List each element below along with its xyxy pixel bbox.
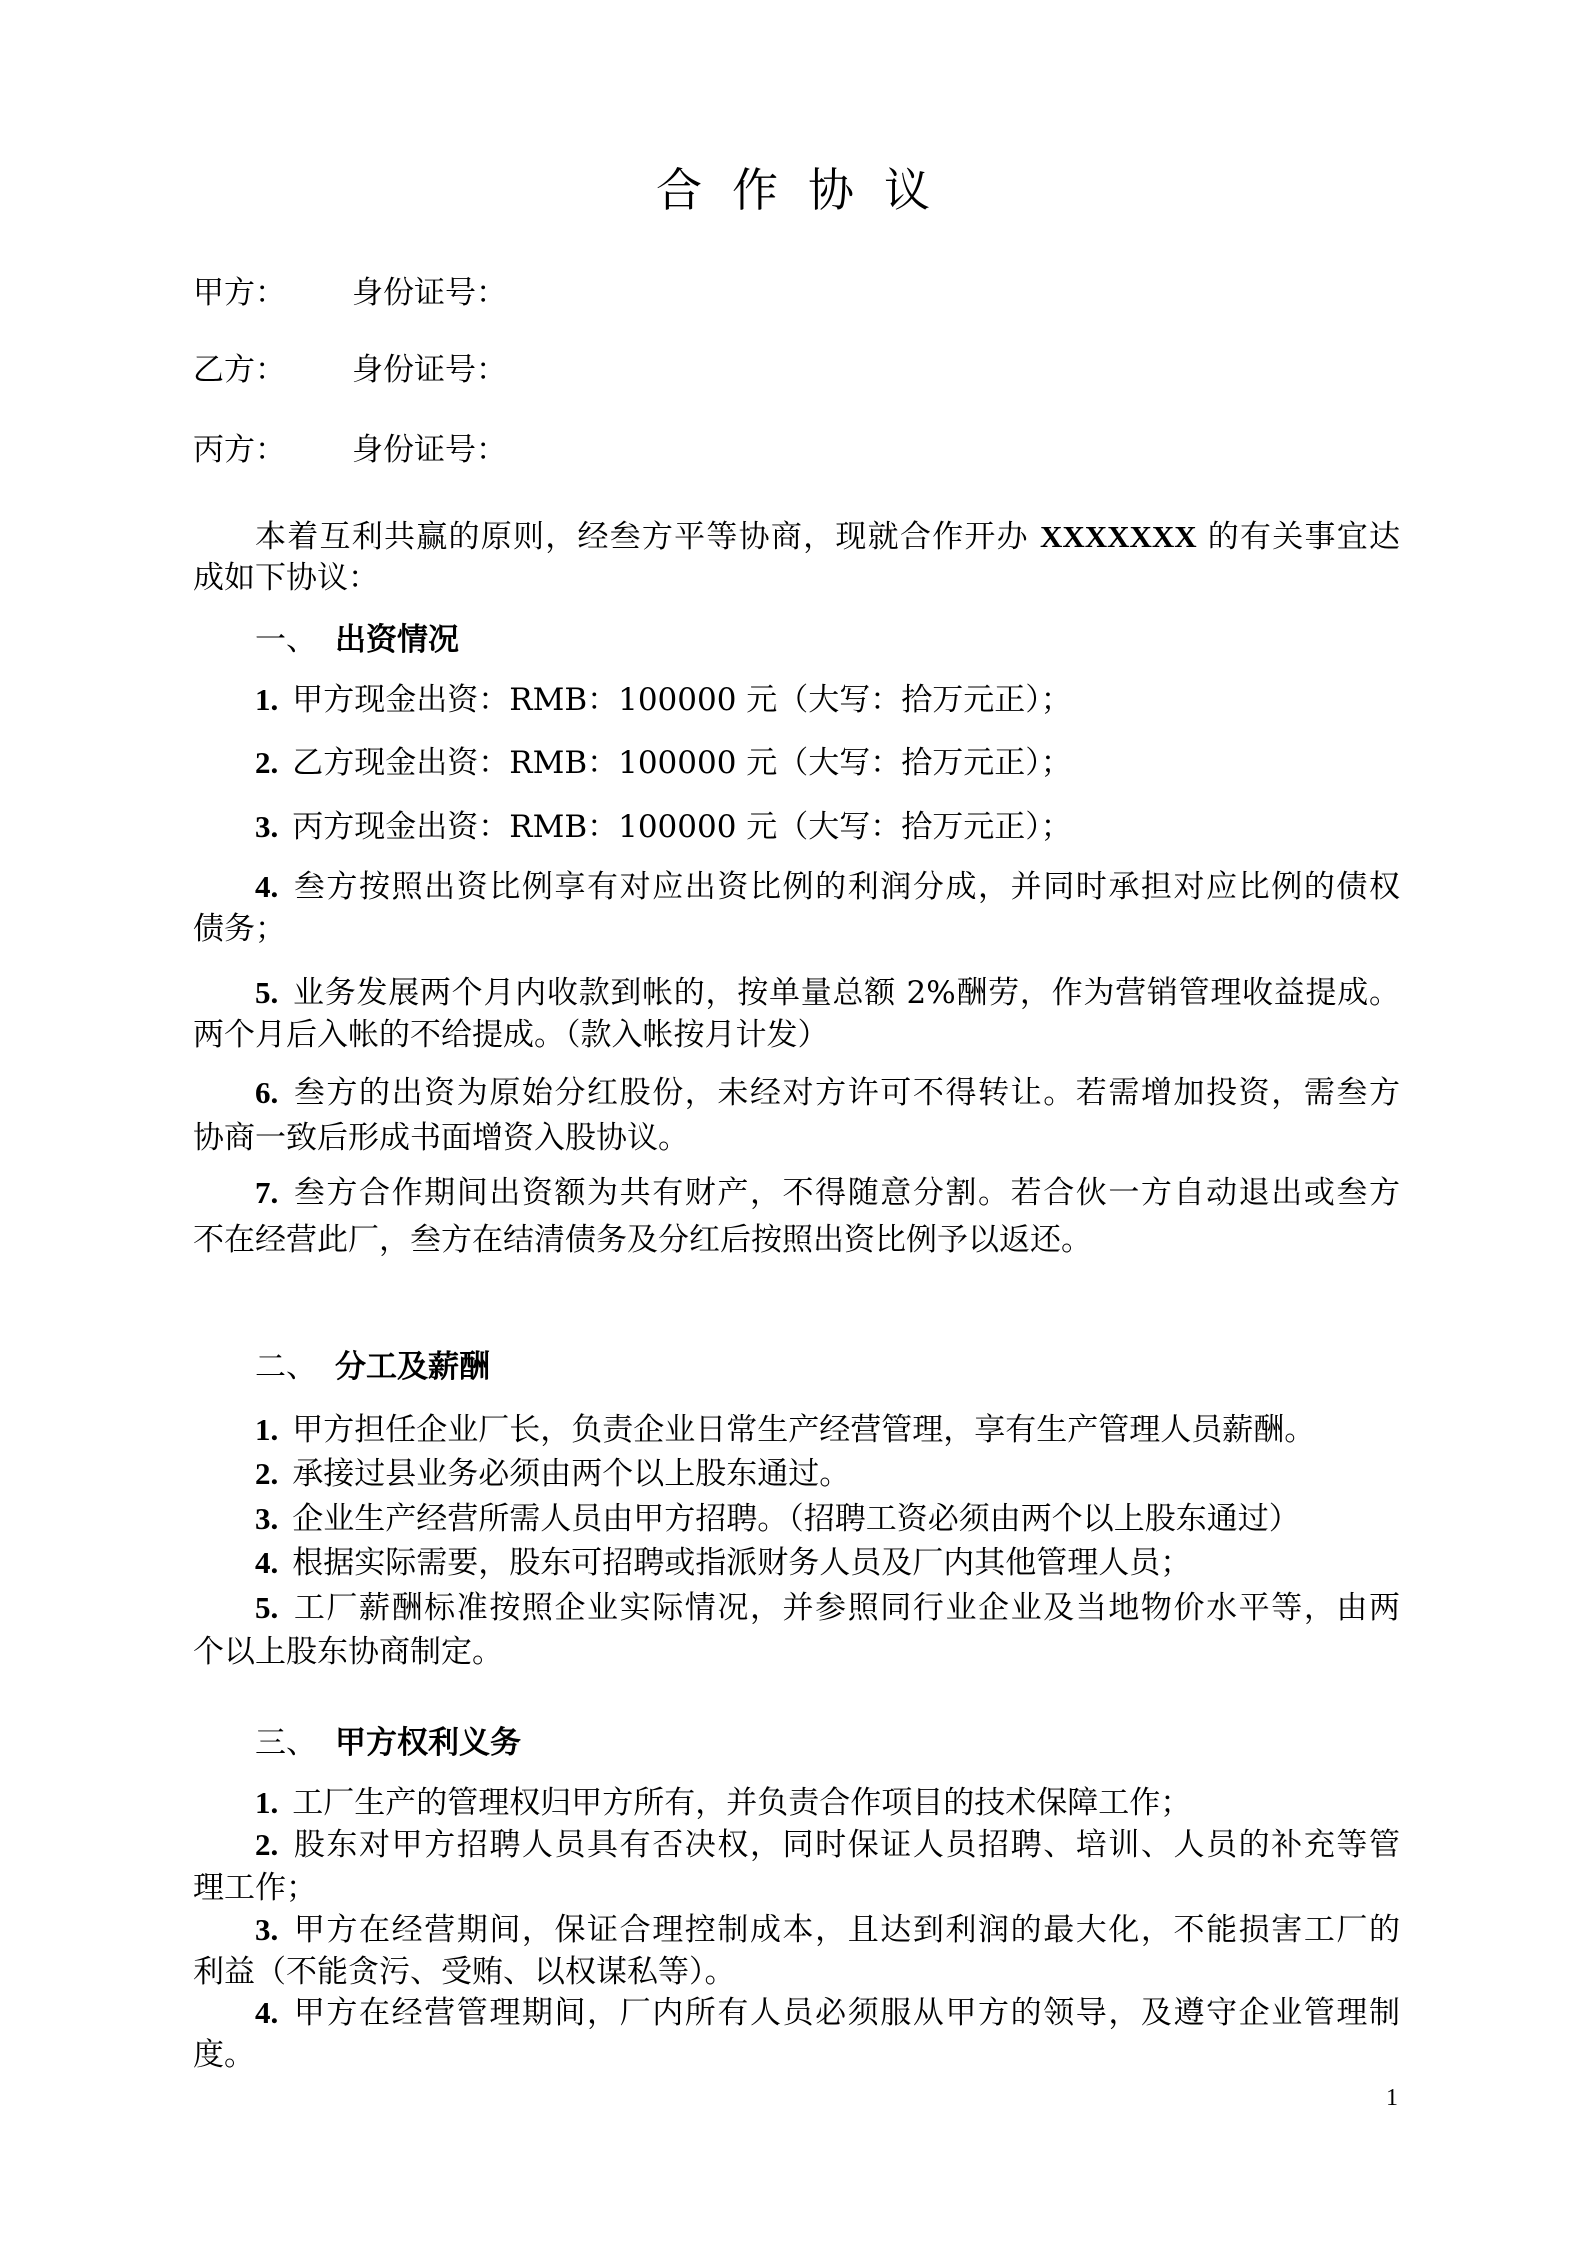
section-number: 三、 bbox=[255, 1725, 317, 1761]
party-c-id-label: 身份证号： bbox=[352, 432, 507, 468]
clause-text: 甲方担任企业厂长，负责企业日常生产经营管理，享有生产管理人员薪酬。 bbox=[292, 1412, 1316, 1448]
clause-number: 5. bbox=[255, 1590, 279, 1625]
party-b-id-label: 身份证号： bbox=[352, 352, 507, 388]
clause-2-3 bbox=[255, 1497, 1300, 1541]
clause-2-5-line-2: 个以上股东协商制定。 bbox=[193, 1634, 503, 1670]
clause-number: 6. bbox=[255, 1075, 279, 1110]
clause-1-4-line-1 bbox=[255, 865, 1400, 909]
clause-text: 业务发展两个月内收款到帐的，按单量总额 2%酬劳，作为营销管理收益提成。 bbox=[292, 975, 1400, 1011]
clause-text: 股东对甲方招聘人员具有否决权，同时保证人员招聘、培训、人员的补充等管 bbox=[292, 1827, 1400, 1863]
party-b-label: 乙方： bbox=[193, 352, 286, 388]
clause-text: 甲方在经营管理期间，厂内所有人员必须服从甲方的领导，及遵守企业管理制 bbox=[292, 1995, 1400, 2031]
section-title: 分工及薪酬 bbox=[335, 1349, 490, 1385]
clause-text: 承接过县业务必须由两个以上股东通过。 bbox=[292, 1456, 851, 1492]
clause-1-6-line-2: 协商一致后形成书面增资入股协议。 bbox=[193, 1120, 689, 1156]
clause-3-2-line-2: 理工作； bbox=[193, 1870, 317, 1906]
section-heading-1 bbox=[255, 618, 459, 662]
clause-number: 7. bbox=[255, 1175, 279, 1210]
clause-1-7-line-2: 不在经营此厂，叁方在结清债务及分红后按照出资比例予以返还。 bbox=[193, 1222, 1092, 1258]
intro-paragraph-line-2: 成如下协议： bbox=[193, 560, 379, 596]
clause-3-3-line-2: 利益（不能贪污、受贿、以权谋私等）。 bbox=[193, 1954, 736, 1990]
section-number: 一、 bbox=[255, 622, 317, 658]
clause-3-3-line-1 bbox=[255, 1908, 1400, 1952]
clause-1-3 bbox=[255, 805, 1072, 849]
party-a-label: 甲方： bbox=[193, 275, 286, 311]
intro-placeholder: XXXXXXX bbox=[1039, 519, 1197, 554]
clause-text: 叁方的出资为原始分红股份，未经对方许可不得转让。若需增加投资，需叁方 bbox=[292, 1075, 1400, 1111]
clause-number: 4. bbox=[255, 869, 279, 904]
clause-text: 企业生产经营所需人员由甲方招聘。（招聘工资必须由两个以上股东通过） bbox=[292, 1501, 1300, 1537]
page-number: 1 bbox=[1386, 2085, 1398, 2111]
clause-number: 5. bbox=[255, 975, 279, 1010]
clause-number: 4. bbox=[255, 1545, 279, 1580]
section-title: 甲方权利义务 bbox=[335, 1725, 521, 1761]
clause-text: 甲方在经营期间，保证合理控制成本，且达到利润的最大化，不能损害工厂的 bbox=[292, 1912, 1400, 1948]
clause-3-1 bbox=[255, 1781, 1191, 1825]
intro-paragraph-line-1 bbox=[255, 515, 1400, 559]
clause-text: 甲方现金出资：RMB：100000 元（大写：拾万元正）； bbox=[292, 682, 1072, 718]
clause-3-2-line-1 bbox=[255, 1823, 1400, 1867]
clause-text: 丙方现金出资：RMB：100000 元（大写：拾万元正）； bbox=[292, 809, 1072, 845]
clause-number: 3. bbox=[255, 1912, 279, 1947]
clause-text: 工厂生产的管理权归甲方所有，并负责合作项目的技术保障工作； bbox=[292, 1785, 1192, 1821]
clause-2-5-line-1 bbox=[255, 1586, 1400, 1630]
document-title: 合作协议 bbox=[656, 163, 960, 217]
clause-1-5-line-2: 两个月后入帐的不给提成。（款入帐按月计发） bbox=[193, 1017, 829, 1053]
clause-3-4-line-2: 度。 bbox=[193, 2037, 255, 2073]
clause-number: 1. bbox=[255, 1785, 279, 1820]
clause-text: 叁方合作期间出资额为共有财产，不得随意分割。若合伙一方自动退出或叁方 bbox=[292, 1175, 1400, 1211]
intro-text-post: 的有关事宜达 bbox=[1196, 519, 1400, 555]
clause-text: 根据实际需要，股东可招聘或指派财务人员及厂内其他管理人员； bbox=[292, 1545, 1192, 1581]
party-a-id-label: 身份证号： bbox=[352, 275, 507, 311]
clause-2-2 bbox=[255, 1452, 850, 1496]
clause-number: 3. bbox=[255, 1501, 279, 1536]
clause-text: 工厂薪酬标准按照企业实际情况，并参照同行业企业及当地物价水平等，由两 bbox=[292, 1590, 1400, 1626]
clause-1-1 bbox=[255, 678, 1072, 722]
clause-1-4-line-2: 债务； bbox=[193, 911, 286, 947]
clause-text: 乙方现金出资：RMB：100000 元（大写：拾万元正）； bbox=[292, 745, 1072, 781]
clause-number: 4. bbox=[255, 1995, 279, 2030]
clause-number: 2. bbox=[255, 1456, 279, 1491]
section-heading-2 bbox=[255, 1345, 490, 1389]
clause-number: 1. bbox=[255, 1412, 279, 1447]
clause-number: 2. bbox=[255, 745, 279, 780]
clause-number: 1. bbox=[255, 682, 279, 717]
clause-2-4 bbox=[255, 1541, 1191, 1585]
section-heading-3 bbox=[255, 1721, 521, 1765]
clause-1-6-line-1 bbox=[255, 1071, 1400, 1115]
section-title: 出资情况 bbox=[335, 622, 459, 658]
intro-text-pre: 本着互利共赢的原则，经叁方平等协商，现就合作开办 bbox=[255, 519, 1040, 555]
clause-2-1 bbox=[255, 1408, 1315, 1452]
clause-text: 叁方按照出资比例享有对应出资比例的利润分成，并同时承担对应比例的债权 bbox=[292, 869, 1400, 905]
clause-1-7-line-1 bbox=[255, 1171, 1400, 1215]
party-c-label: 丙方： bbox=[193, 432, 286, 468]
clause-1-5-line-1 bbox=[255, 971, 1400, 1015]
clause-number: 2. bbox=[255, 1827, 279, 1862]
clause-number: 3. bbox=[255, 809, 279, 844]
clause-3-4-line-1 bbox=[255, 1991, 1400, 2035]
clause-1-2 bbox=[255, 741, 1072, 785]
section-number: 二、 bbox=[255, 1349, 317, 1385]
